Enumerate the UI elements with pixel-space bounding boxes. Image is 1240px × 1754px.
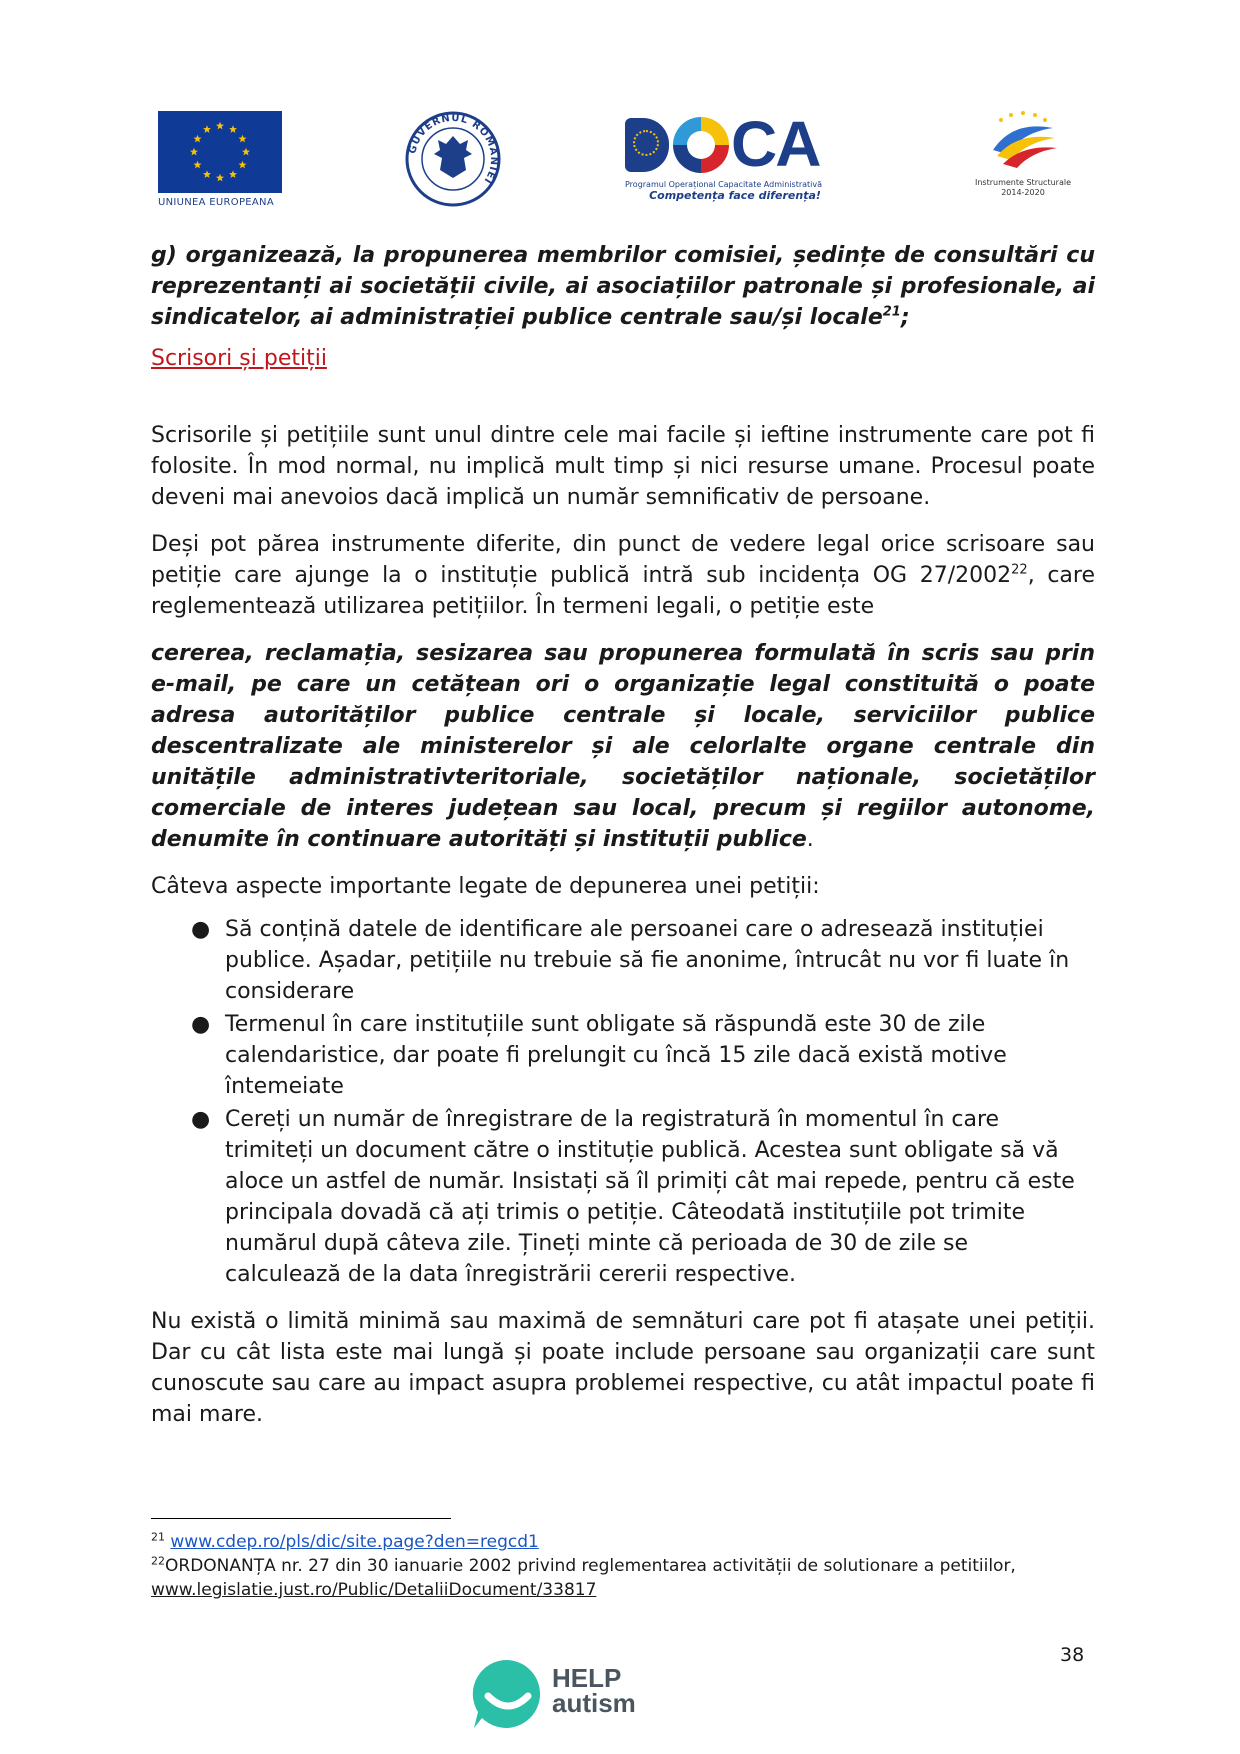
aspects-list	[151, 914, 1095, 1290]
footnote-22-text: ORDONANȚA nr. 27 din 30 ianuarie 2002 privind reglementarea activității de solutionare a petitiilor,	[165, 1556, 1016, 1576]
paragraph-legal-text-a: Deși pot părea instrumente diferite, din punct de vedere legal orice scrisoare sau petiție care ajunge la o instituție publică intră sub incidența OG 27/2002	[151, 532, 1095, 588]
petition-definition-quote	[151, 638, 1095, 855]
help-autism-line2: autism	[552, 1688, 636, 1718]
instrumente-structurale-icon	[983, 110, 1063, 174]
instrumente-structurale-logo	[963, 110, 1083, 210]
help-autism-icon	[468, 1654, 548, 1734]
eu-logo	[158, 111, 282, 211]
paragraph-g-text: g) organizează, la propunerea membrilor comisiei, ședințe de consultări cu reprezentanți ai societății civile, ai asociațiilor patronale și profesionale, ai sindicatelor, ai administrației publice centrale sau/și locale	[151, 243, 1095, 330]
footnote-ref-21[interactable]: 21	[882, 304, 901, 320]
footnote-22-number: 22	[151, 1554, 165, 1568]
eu-star-icon	[193, 161, 201, 169]
footnotes	[151, 1530, 1095, 1602]
poca-slogan: Competența face diferența!	[649, 189, 821, 202]
eu-star-icon	[193, 135, 201, 143]
instr-caption-line2: 2014-2020	[1001, 188, 1045, 197]
paragraph-signatures: Nu există o limită minimă sau maximă de semnături care pot fi atașate unei petiții. Dar cu cât lista este mai lungă și poate include persoane sau organizații care sunt cunoscute sau care au impact asupra problemei respective, cu atât impactul poate fi mai mare.	[151, 1309, 1095, 1427]
list-item-text: Termenul în care instituțiile sunt obligate să răspundă este 30 de zile calendaristice, dar poate fi prelungit cu încă 15 zile dacă există motive întemeiate	[225, 1012, 1007, 1099]
footnote-divider	[151, 1518, 451, 1519]
paragraph-legal	[151, 529, 1095, 622]
bullet-icon: ●	[191, 917, 211, 942]
eu-flag-icon	[158, 111, 282, 193]
page-number: 38	[1060, 1644, 1085, 1666]
help-autism-logo	[468, 1654, 638, 1734]
help-autism-line1: HELP	[552, 1663, 622, 1693]
paragraph-legal-text-b: , care reglementează utilizarea petițiilor. În termeni legali, o petiție este	[151, 563, 1095, 619]
quote-end: .	[806, 827, 814, 852]
gov-ring-text: GUVERNUL ROMÂNIEI	[407, 112, 500, 187]
eu-star-icon	[216, 122, 224, 130]
eu-star-icon	[190, 148, 198, 156]
list-item	[191, 1104, 1095, 1290]
paragraph-g	[151, 240, 1095, 333]
eu-star-icon	[239, 135, 247, 143]
eu-star-icon	[242, 148, 250, 156]
poca-logo	[625, 108, 855, 208]
page-body	[151, 240, 1095, 1446]
footnote-22-link[interactable]: www.legislatie.just.ro/Public/DetaliiDocument/33817	[151, 1580, 597, 1600]
eu-star-icon	[229, 170, 237, 178]
help-autism-wordmark	[552, 1663, 636, 1718]
quote-text: cererea, reclamația, sesizarea sau propunerea formulată în scris sau prin e-mail, pe care un cetățean ori o organizație legal constituită o poate adresa autorităților publice centrale și locale, serviciilor publice descentralizate ale ministerelor și ale celorlalte organe centrale din unitățile administrativteritoriale, societăților naționale, societăților comerciale de interes județean sau local, precum și regiilor autonome, denumite în continuare autorități și instituții publice	[151, 641, 1095, 852]
footnote-21	[151, 1530, 1095, 1554]
bullet-icon: ●	[191, 1012, 211, 1037]
bullet-icon: ●	[191, 1107, 211, 1132]
eu-star-icon	[216, 174, 224, 182]
poca-wordmark: CA	[625, 112, 855, 176]
eu-caption: UNIUNEA EUROPEANA	[158, 197, 274, 208]
list-item-text: Să conțină datele de identificare ale persoanei care o adresează instituției publice. Așadar, petițiile nu trebuie să fie anonime, întrucât nu vor fi luate în considerare	[225, 917, 1070, 1004]
poca-program-text: Programul Operațional Capacitate Administrativă	[625, 180, 823, 189]
eu-star-icon	[203, 125, 211, 133]
eu-star-icon	[229, 125, 237, 133]
list-item	[191, 914, 1095, 1007]
logo-header	[0, 0, 1240, 230]
instr-caption-line1: Instrumente Structurale	[975, 178, 1071, 187]
paragraph-aspects: Câteva aspecte importante legate de depunerea unei petiții:	[151, 874, 820, 899]
footnote-ref-22[interactable]: 22	[1011, 562, 1028, 578]
section-heading: Scrisori și petiții	[151, 346, 327, 371]
footnote-21-number: 21	[151, 1530, 165, 1544]
list-item	[191, 1009, 1095, 1102]
footnote-22	[151, 1554, 1095, 1602]
list-item-text: Cereți un număr de înregistrare de la registratură în momentul în care trimiteți un document către o instituție publică. Acestea sunt obligate să vă aloce un astfel de număr. Insistați să îl primiți cât mai repede, pentru că este principala dovadă că ați trimis o petiție. Câteodată instituțiile pot trimite numărul după câteva zile. Țineți minte că perioada de 30 de zile se calculează de la data înregistrării cererii respective.	[225, 1107, 1075, 1287]
footnote-21-link[interactable]: www.cdep.ro/pls/dic/site.page?den=regcd1	[170, 1532, 539, 1552]
eu-star-icon	[203, 170, 211, 178]
paragraph-intro: Scrisorile și petițiile sunt unul dintre cele mai facile și ieftine instrumente care pot fi folosite. În mod normal, nu implică mult timp și nici resurse umane. Procesul poate deveni mai anevoios dacă implică un număr semnificativ de persoane.	[151, 423, 1095, 510]
government-seal-logo	[404, 110, 502, 208]
eu-star-icon	[239, 161, 247, 169]
paragraph-g-end: ;	[900, 305, 910, 330]
